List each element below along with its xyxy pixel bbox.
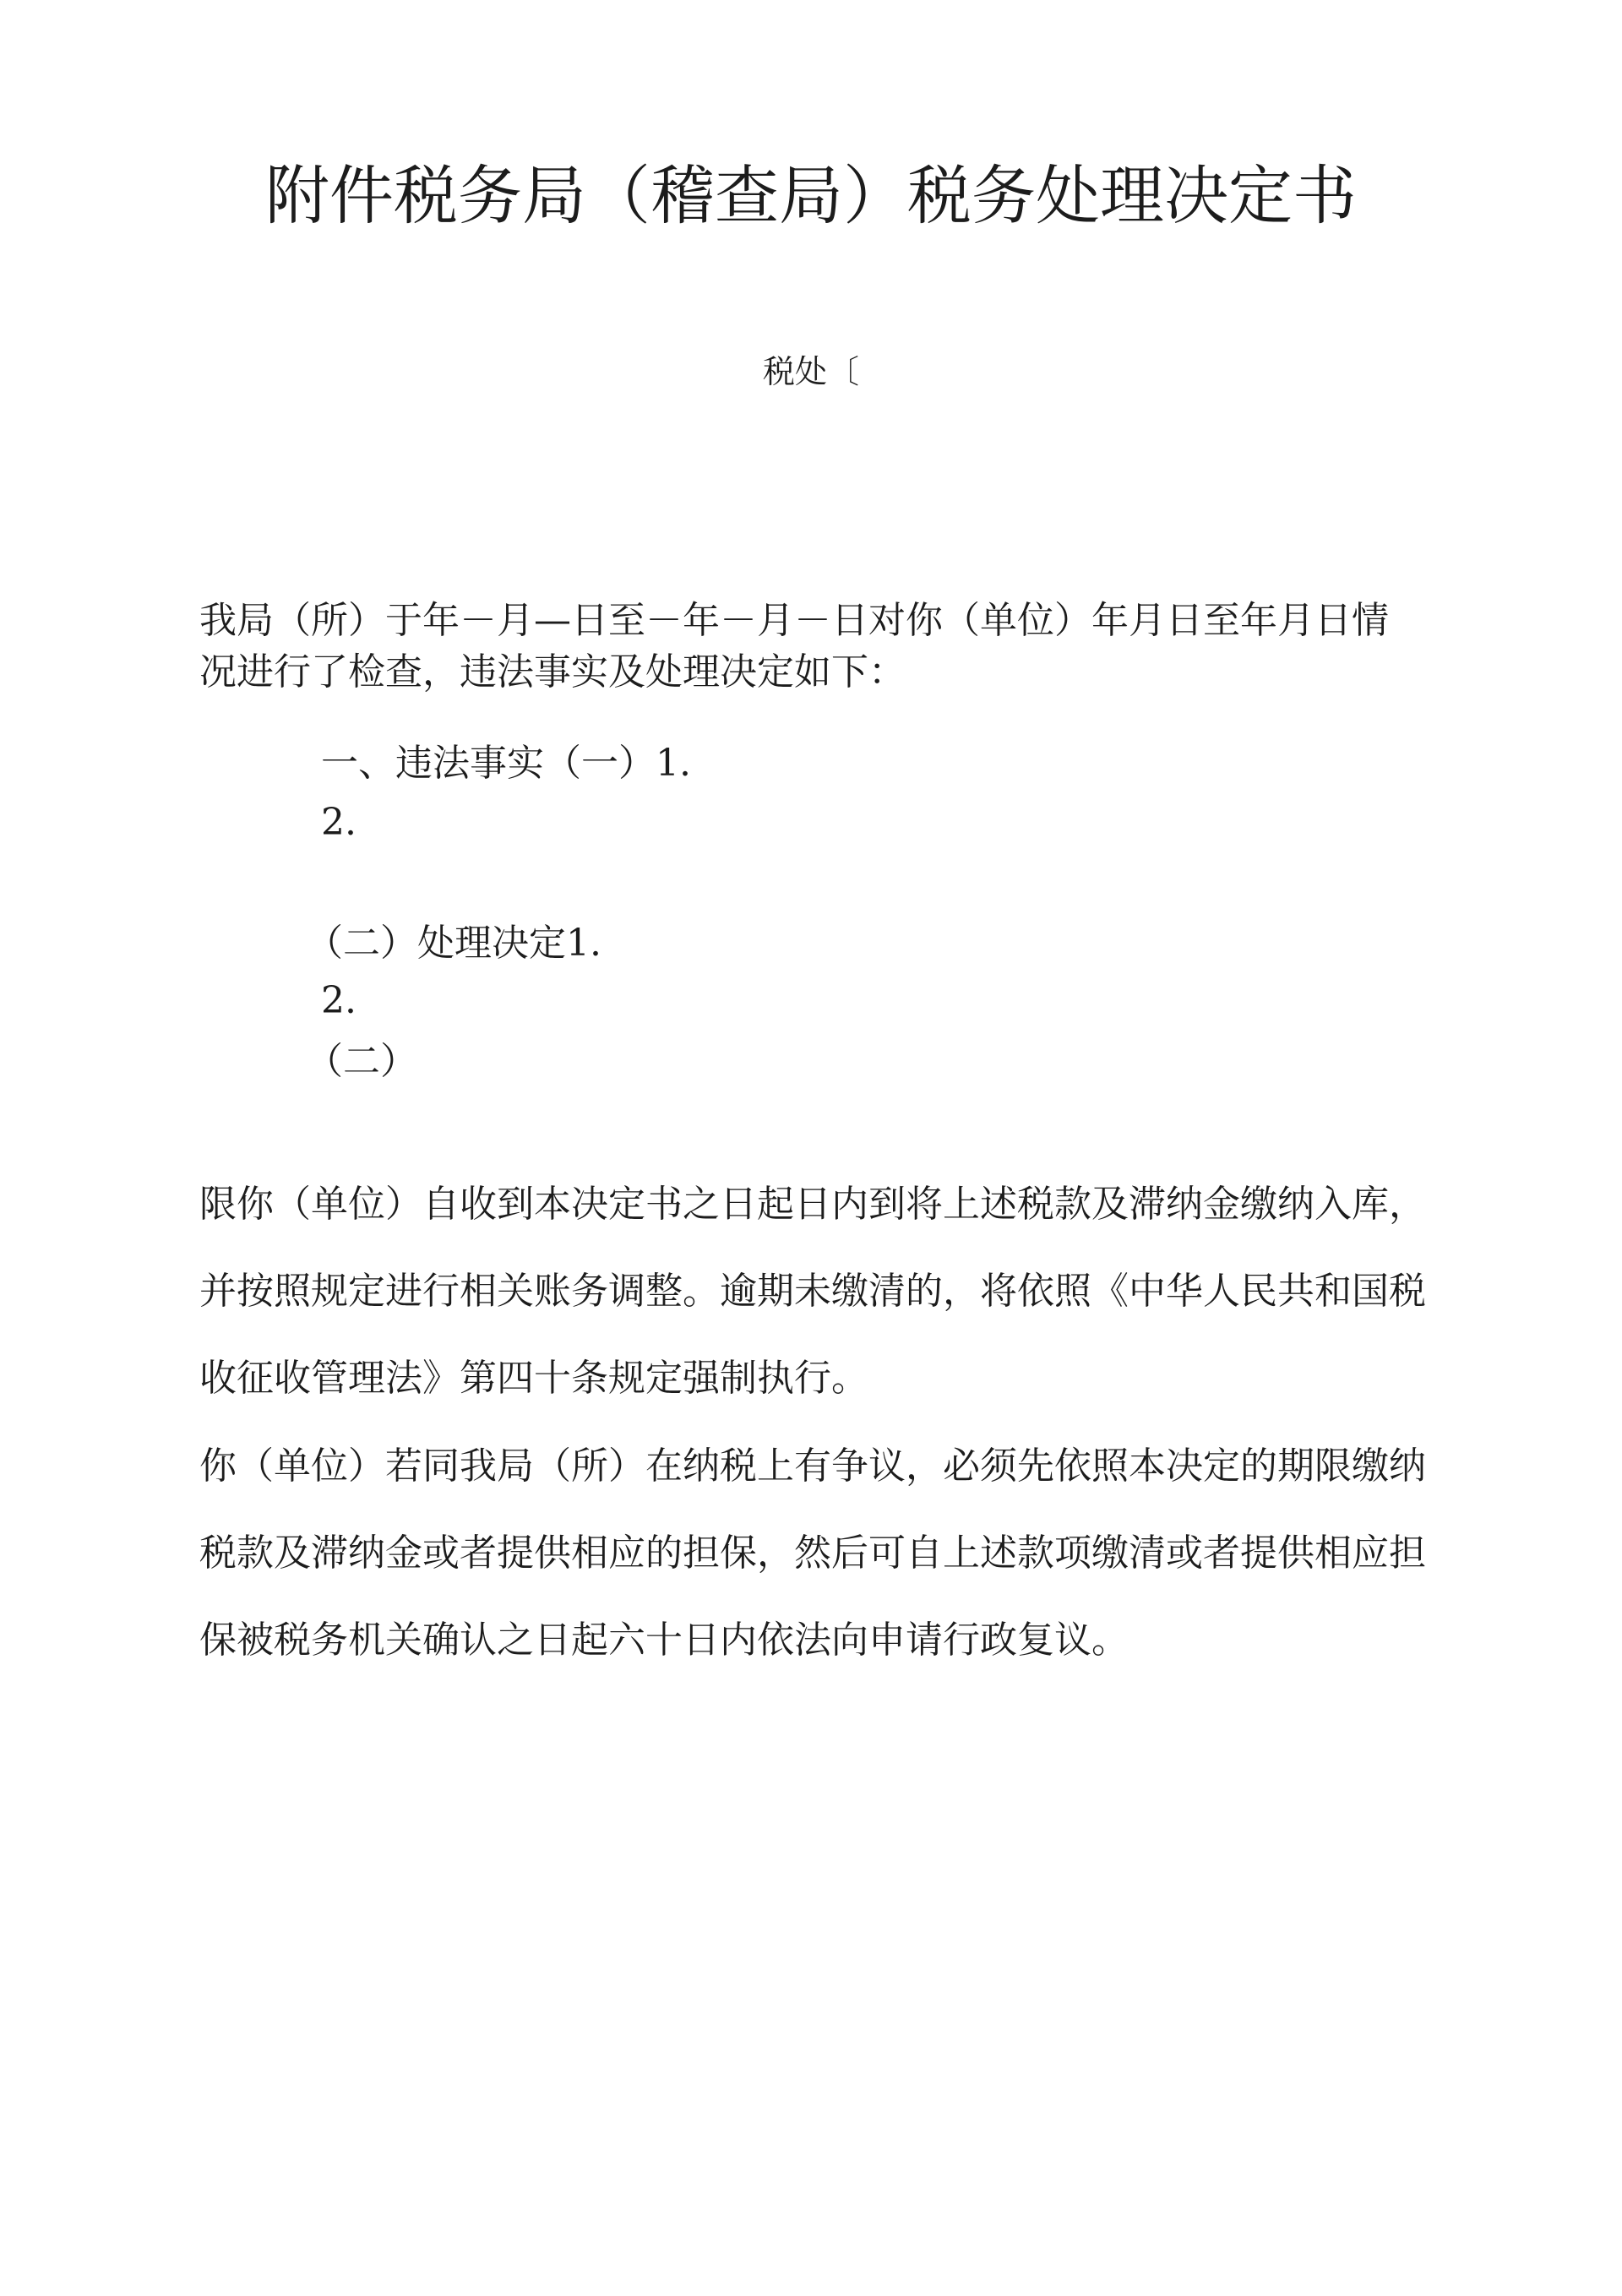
violation-facts-item: 2. <box>321 801 357 844</box>
violation-facts-heading: 一、违法事实（一）1. <box>321 742 691 785</box>
appeal-paragraph-line: 保被税务机关确认之日起六十日内依法向申请行政复议。 <box>199 1619 1129 1662</box>
document-number: 税处〔 <box>762 353 859 390</box>
payment-paragraph-line: 限你（单位）自收到本决定书之日起日内到将上述税款及滞纳金缴纳入库， <box>199 1183 1426 1226</box>
decision-heading: （二）处理决定1. <box>306 922 601 965</box>
decision-item: 2. <box>321 979 357 1022</box>
intro-line: 我局（所）于年－月—日至－年－月－日对你（单位）年月日至年月日情 <box>199 599 1389 642</box>
document-title: 附件税务局（稽查局）税务处理决定书 <box>265 158 1357 233</box>
second-part-heading: （二） <box>306 1040 417 1083</box>
payment-paragraph-line: 并按照规定进行相关账务调整。逾期未缴清的，将依照《中华人民共和国税 <box>199 1270 1426 1313</box>
appeal-paragraph-line: 税款及滞纳金或者提供相应的担保，然后可自上述款项缴清或者提供相应担 <box>199 1532 1426 1575</box>
appeal-paragraph-line: 你（单位）若同我局（所）在纳税上有争议，必须先依照本决定的期限缴纳 <box>199 1445 1426 1488</box>
intro-line: 况进行了检查，违法事实及处理决定如下： <box>199 650 906 694</box>
payment-paragraph-line: 收征收管理法》第四十条规定强制执行。 <box>199 1357 868 1400</box>
